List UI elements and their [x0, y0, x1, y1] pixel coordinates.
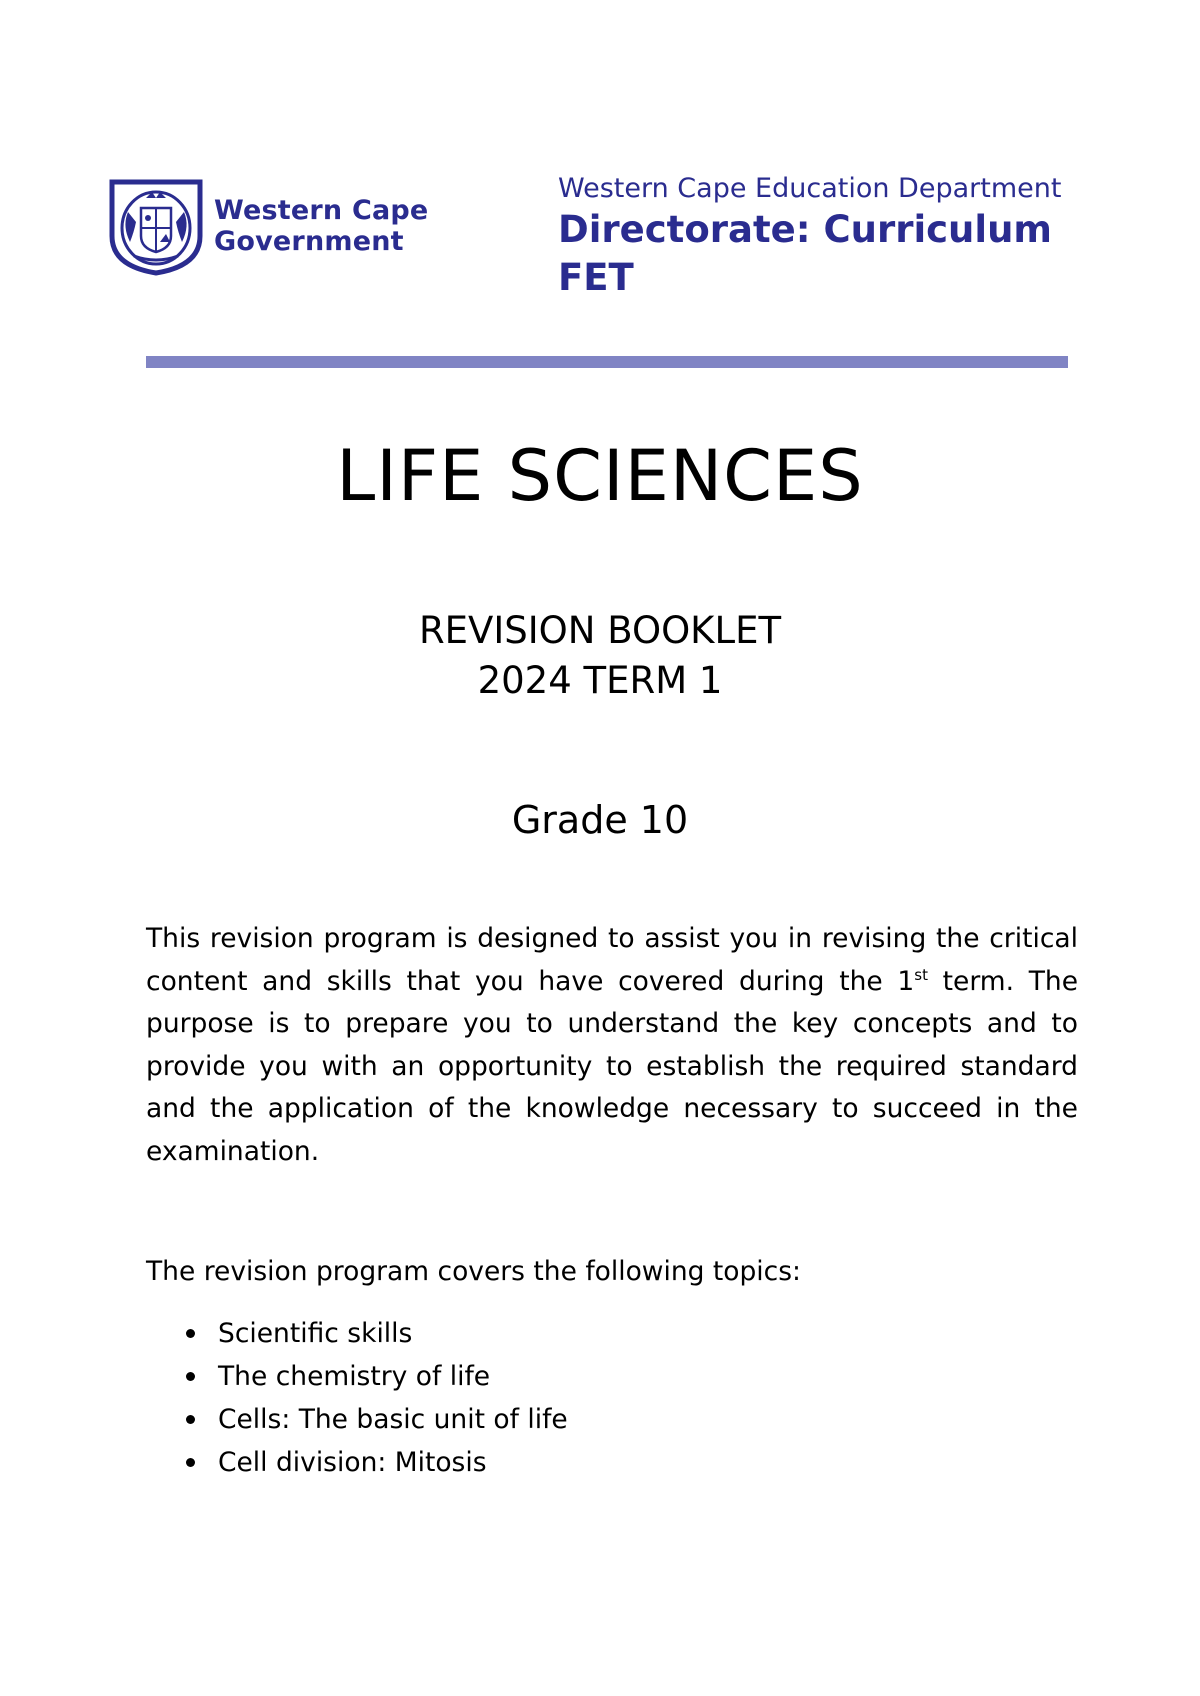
topic-label: Scientific skills	[218, 1318, 413, 1349]
grade-label: Grade 10	[511, 798, 689, 842]
bullet-icon	[186, 1415, 195, 1424]
topics-heading: The revision program covers the following topics:	[146, 1256, 801, 1287]
directorate-name: Directorate: Curriculum FET	[558, 208, 1052, 299]
header-divider	[146, 356, 1068, 368]
intro-text-part-2: term. The purpose is to prepare you to understand the key concepts and to provide you with an opportunity to establish the required standard and the application of the knowledge necessary to succeed in the examination.	[146, 965, 1079, 1167]
topic-label: Cells: The basic unit of life	[218, 1404, 568, 1435]
western-cape-government-logo	[108, 176, 428, 276]
list-item	[146, 1355, 568, 1398]
page-title: LIFE SCIENCES	[336, 435, 864, 517]
bullet-icon	[186, 1458, 195, 1467]
coat-of-arms-icon	[108, 176, 204, 276]
intro-paragraph	[146, 918, 1078, 1173]
topic-label: The chemistry of life	[218, 1361, 491, 1392]
department-header	[558, 172, 1098, 302]
booklet-subtitle	[0, 606, 1200, 706]
list-item	[146, 1398, 568, 1441]
subtitle-line-2: 2024 TERM 1	[477, 659, 723, 702]
list-item	[146, 1312, 568, 1355]
logo-line-1: Western Cape	[214, 195, 429, 226]
logo-wordmark	[214, 195, 428, 257]
list-item	[146, 1441, 568, 1484]
topic-label: Cell division: Mitosis	[218, 1447, 487, 1478]
intro-text-part-1: This revision program is designed to assist you in revising the critical content and skills that you have covered during the 1	[146, 923, 1078, 997]
intro-superscript: st	[914, 965, 928, 984]
bullet-icon	[186, 1372, 195, 1381]
bullet-icon	[186, 1329, 195, 1338]
subtitle-line-1: REVISION BOOKLET	[418, 609, 782, 652]
department-name: Western Cape Education Department	[558, 173, 1062, 204]
topics-list	[146, 1312, 568, 1484]
logo-line-2: Government	[214, 226, 404, 257]
